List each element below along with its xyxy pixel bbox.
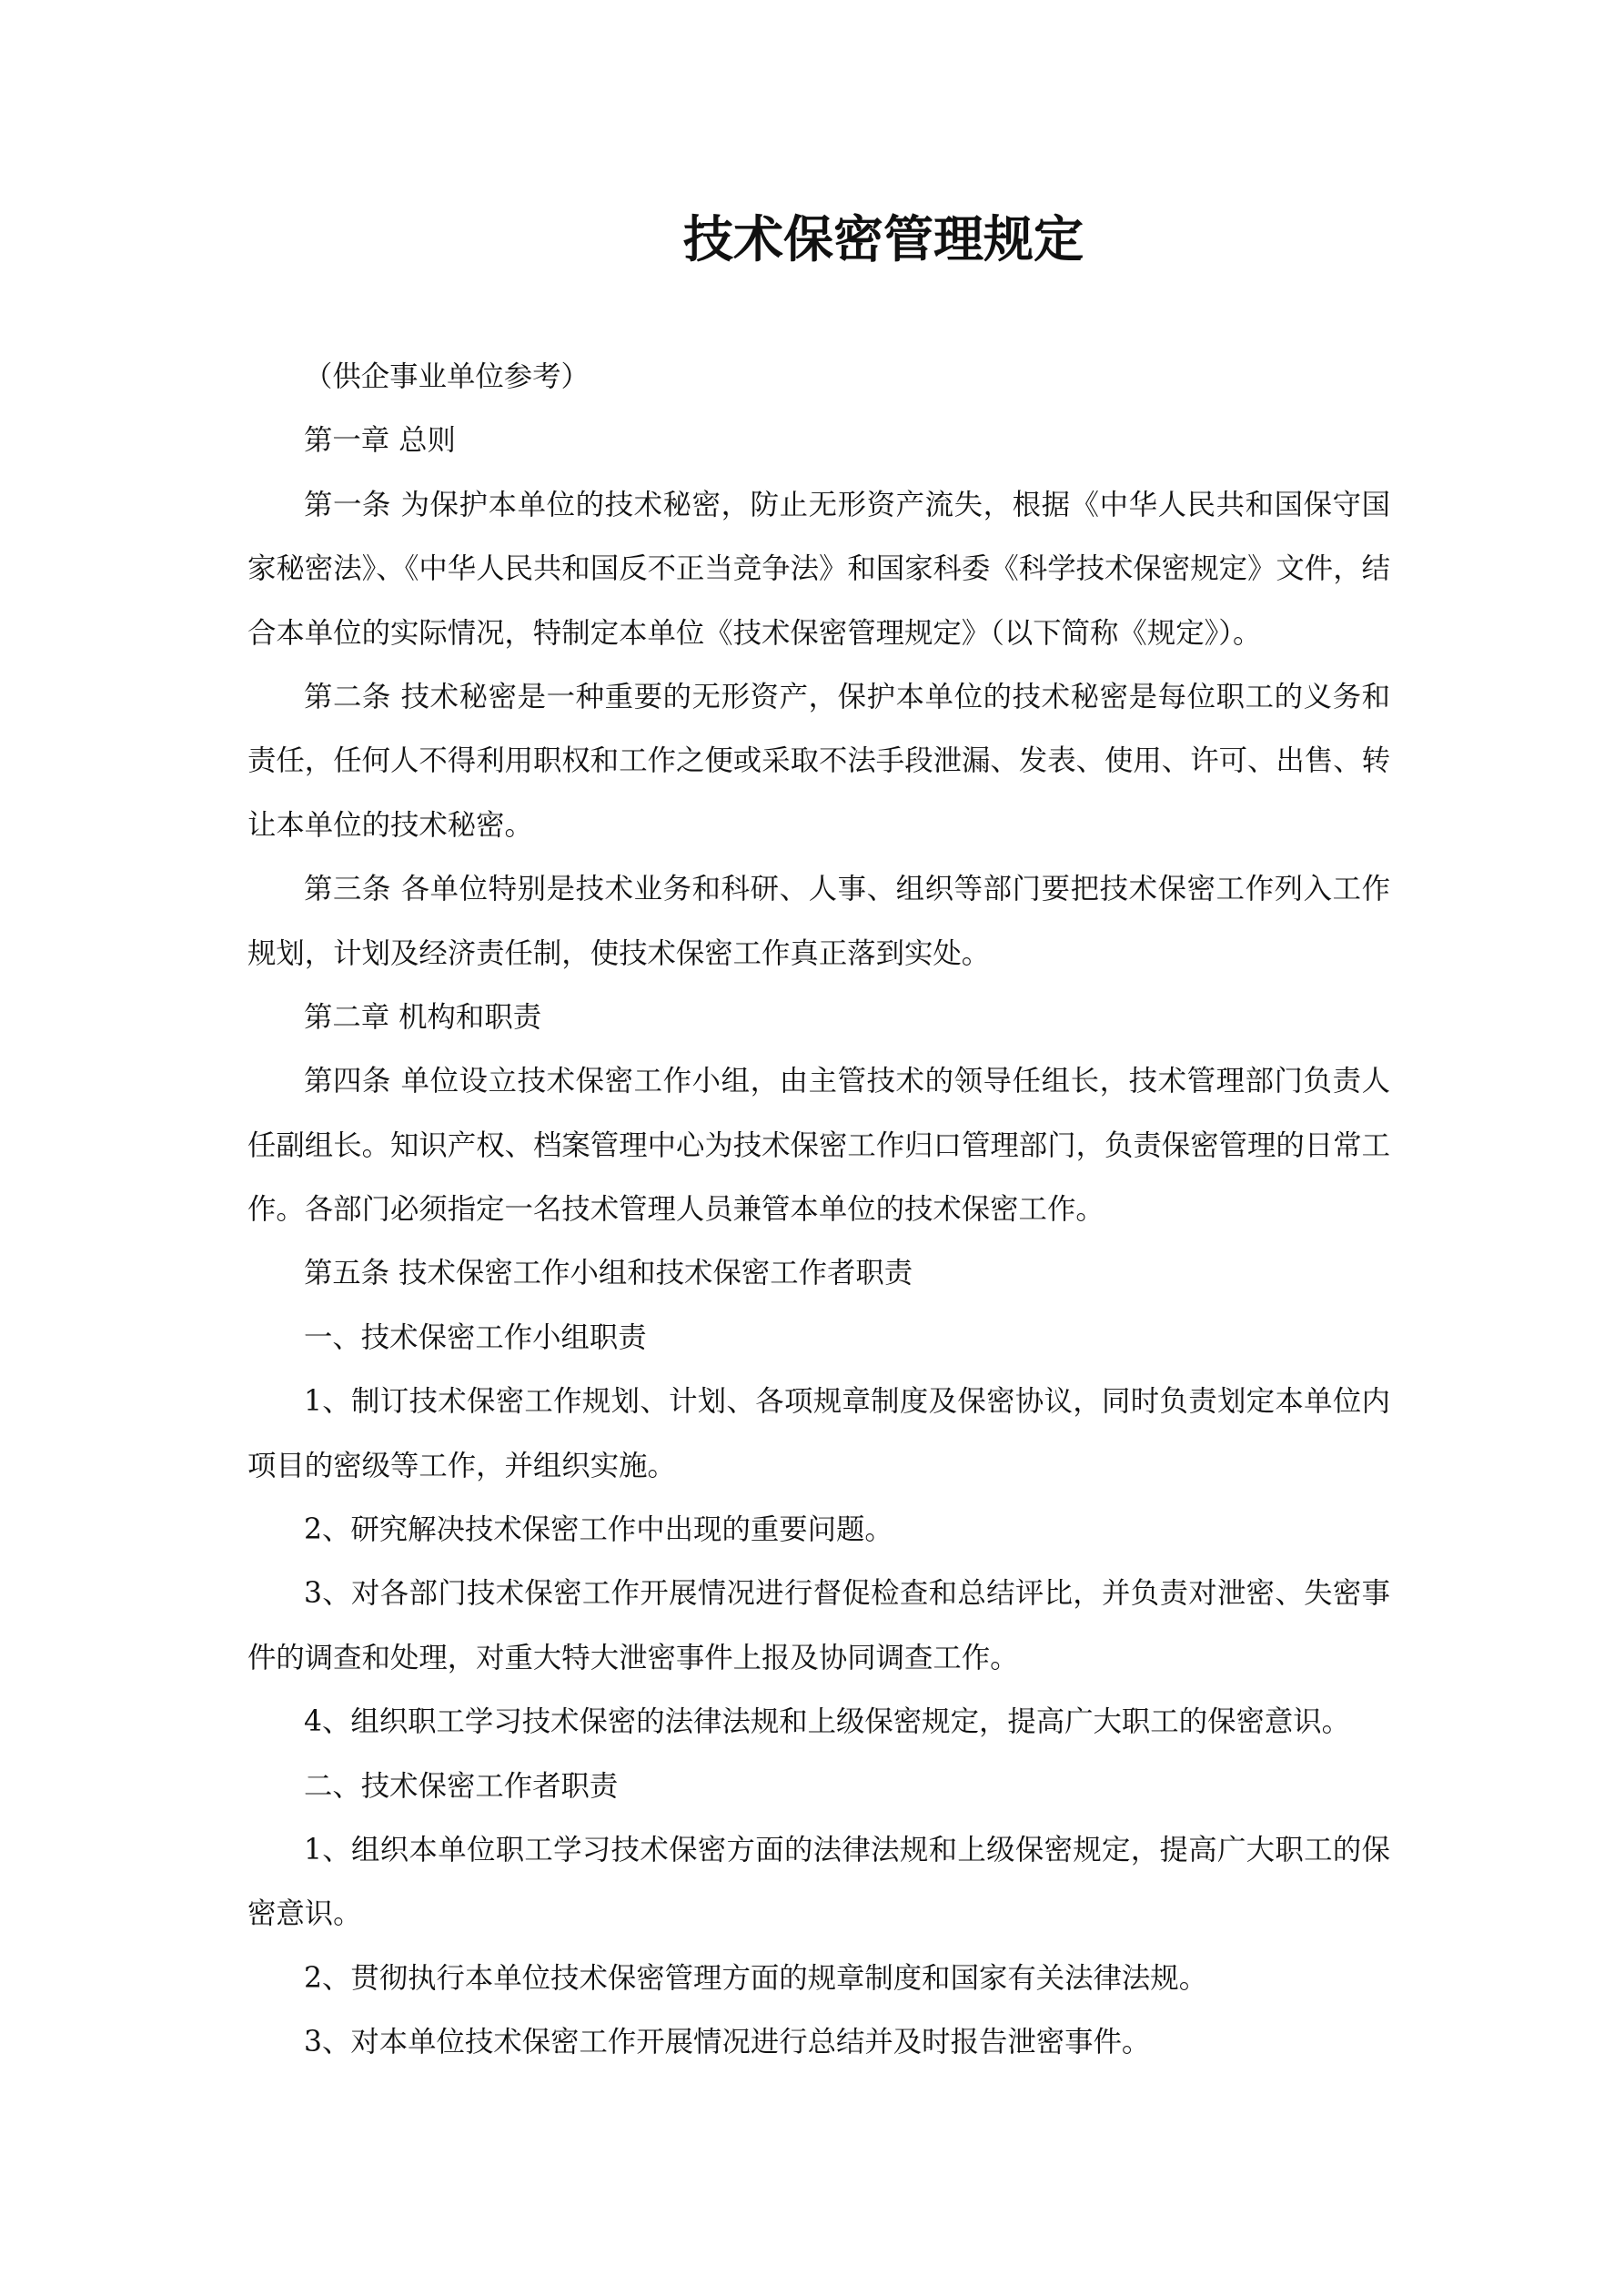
paragraph [247,1306,1390,1370]
paragraph-line: 项目的密级等工作，并组织实施。 [247,1449,676,1482]
paragraph [247,986,1390,1049]
paragraph-line: 4、组织职工学习技术保密的法律法规和上级保密规定，提高广大职工的保密意识。 [304,1705,1351,1739]
paragraph [247,1241,1390,1305]
paragraph [247,665,1390,857]
paragraph-line: 第一章 总则 [304,424,456,458]
paragraph [247,1562,1390,1690]
paragraph-line: 第四条 单位设立技术保密工作小组，由主管技术的领导任组长，技术管理部门负责人 [304,1065,1390,1098]
paragraph [247,473,1390,665]
paragraph [247,857,1390,986]
paragraph-line: 3、对各部门技术保密工作开展情况进行督促检查和总结评比，并负责对泄密、失密事 [304,1577,1390,1611]
paragraph [247,1947,1390,2010]
paragraph-line: （供企事业单位参考） [304,360,590,393]
paragraph-line: 3、对本单位技术保密工作开展情况进行总结并及时报告泄密事件。 [304,2026,1151,2059]
paragraph [247,345,1390,409]
document-body [247,345,1390,2075]
paragraph-line: 件的调查和处理，对重大特大泄密事件上报及协同调查工作。 [247,1641,1019,1674]
paragraph [247,1049,1390,1241]
paragraph [247,1370,1390,1498]
paragraph-line: 合本单位的实际情况，特制定本单位《技术保密管理规定》（以下简称《规定》）。 [247,616,1262,650]
paragraph-line: 责任，任何人不得利用职权和工作之便或采取不法手段泄漏、发表、使用、许可、出售、转 [247,744,1390,778]
paragraph [247,2010,1390,2074]
paragraph-line: 第二章 机构和职责 [304,1000,542,1034]
paragraph-line: 规划，计划及经济责任制，使技术保密工作真正落到实处。 [247,936,991,970]
paragraph-line: 2、贯彻执行本单位技术保密管理方面的规章制度和国家有关法律法规。 [304,1961,1208,1995]
paragraph-line: 1、制订技术保密工作规划、计划、各项规章制度及保密协议，同时负责划定本单位内 [304,1385,1390,1419]
paragraph [247,1755,1390,1818]
paragraph-line: 任副组长。知识产权、档案管理中心为技术保密工作归口管理部门，负责保密管理的日常工 [247,1128,1390,1162]
paragraph-line: 密意识。 [247,1897,362,1931]
paragraph-line: 第三条 各单位特别是技术业务和科研、人事、组织等部门要把技术保密工作列入工作 [304,873,1390,906]
paragraph-line: 2、研究解决技术保密工作中出现的重要问题。 [304,1513,893,1547]
paragraph-line: 二、技术保密工作者职责 [304,1769,619,1803]
paragraph [247,1818,1390,1947]
paragraph-line: 第二条 技术秘密是一种重要的无形资产，保护本单位的技术秘密是每位职工的义务和 [304,680,1390,713]
paragraph-line: 1、组织本单位职工学习技术保密方面的法律法规和上级保密规定，提高广大职工的保 [304,1833,1390,1866]
paragraph [247,1690,1390,1754]
paragraph-line: 一、技术保密工作小组职责 [304,1320,647,1354]
paragraph-line: 家秘密法》、《中华人民共和国反不正当竞争法》和国家科委《科学技术保密规定》文件，结 [247,552,1390,586]
paragraph-line: 让本单位的技术秘密。 [247,808,533,842]
paragraph-line: 作。各部门必须指定一名技术管理人员兼管本单位的技术保密工作。 [247,1193,1105,1227]
paragraph-line: 第五条 技术保密工作小组和技术保密工作者职责 [304,1257,913,1290]
paragraph [247,1498,1390,1562]
paragraph [247,409,1390,472]
document-title: 技术保密管理规定 [683,209,1084,268]
paragraph-line: 第一条 为保护本单位的技术秘密，防止无形资产流失，根据《中华人民共和国保守国 [304,488,1390,521]
